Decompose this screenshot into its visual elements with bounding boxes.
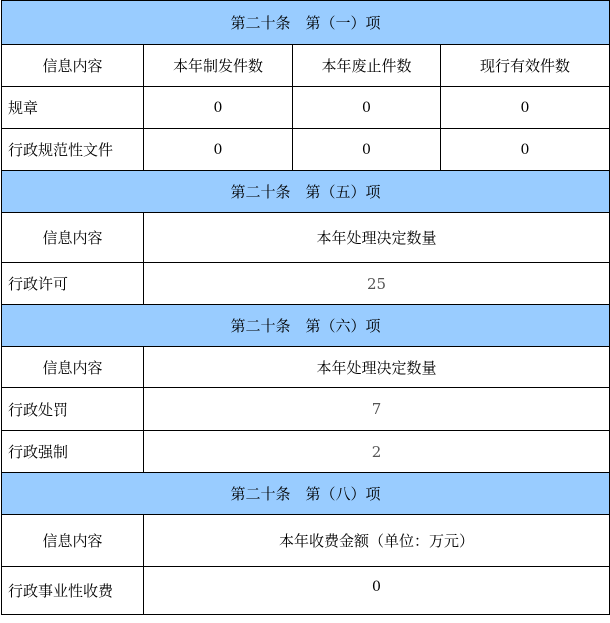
section-title: 第二十条 第（六）项 [2,305,610,347]
table-row [2,263,610,305]
column-header: 本年收费金额（单位：万元） [144,515,610,567]
table-cell: 2 [144,431,610,473]
table-cell: 7 [144,388,610,431]
table-cell: 0 [144,129,293,171]
section-header-2 [2,171,610,213]
column-header: 信息内容 [2,515,144,567]
column-header: 本年处理决定数量 [144,347,610,388]
table-row [2,567,610,615]
row-label: 行政处罚 [2,388,144,431]
section-title: 第二十条 第（八）项 [2,473,610,515]
column-header: 信息内容 [2,347,144,388]
column-header: 现行有效件数 [441,45,610,87]
column-header: 信息内容 [2,45,144,87]
table-row [2,431,610,473]
column-header: 本年处理决定数量 [144,213,610,263]
column-header: 本年制发件数 [144,45,293,87]
row-label: 行政许可 [2,263,144,305]
table-cell: 0 [441,87,610,129]
table-row [2,87,610,129]
table-row [2,388,610,431]
section-header-3 [2,305,610,347]
info-disclosure-table [1,0,610,615]
section-title: 第二十条 第（五）项 [2,171,610,213]
section-header-4 [2,473,610,515]
column-header: 信息内容 [2,213,144,263]
table-cell: 0 [144,87,293,129]
row-label: 行政强制 [2,431,144,473]
row-label: 行政规范性文件 [2,129,144,171]
table-cell: 0 [293,87,441,129]
column-header-row [2,213,610,263]
column-header: 本年废止件数 [293,45,441,87]
row-label: 规章 [2,87,144,129]
column-header-row [2,347,610,388]
table-cell: 25 [144,263,610,305]
column-header-row [2,45,610,87]
column-header-row [2,515,610,567]
section-title: 第二十条 第（一）项 [2,1,610,45]
table-cell: 0 [293,129,441,171]
table-cell: 0 [144,567,610,615]
table-cell: 0 [441,129,610,171]
section-header-1 [2,1,610,45]
table-row [2,129,610,171]
row-label: 行政事业性收费 [2,567,144,615]
